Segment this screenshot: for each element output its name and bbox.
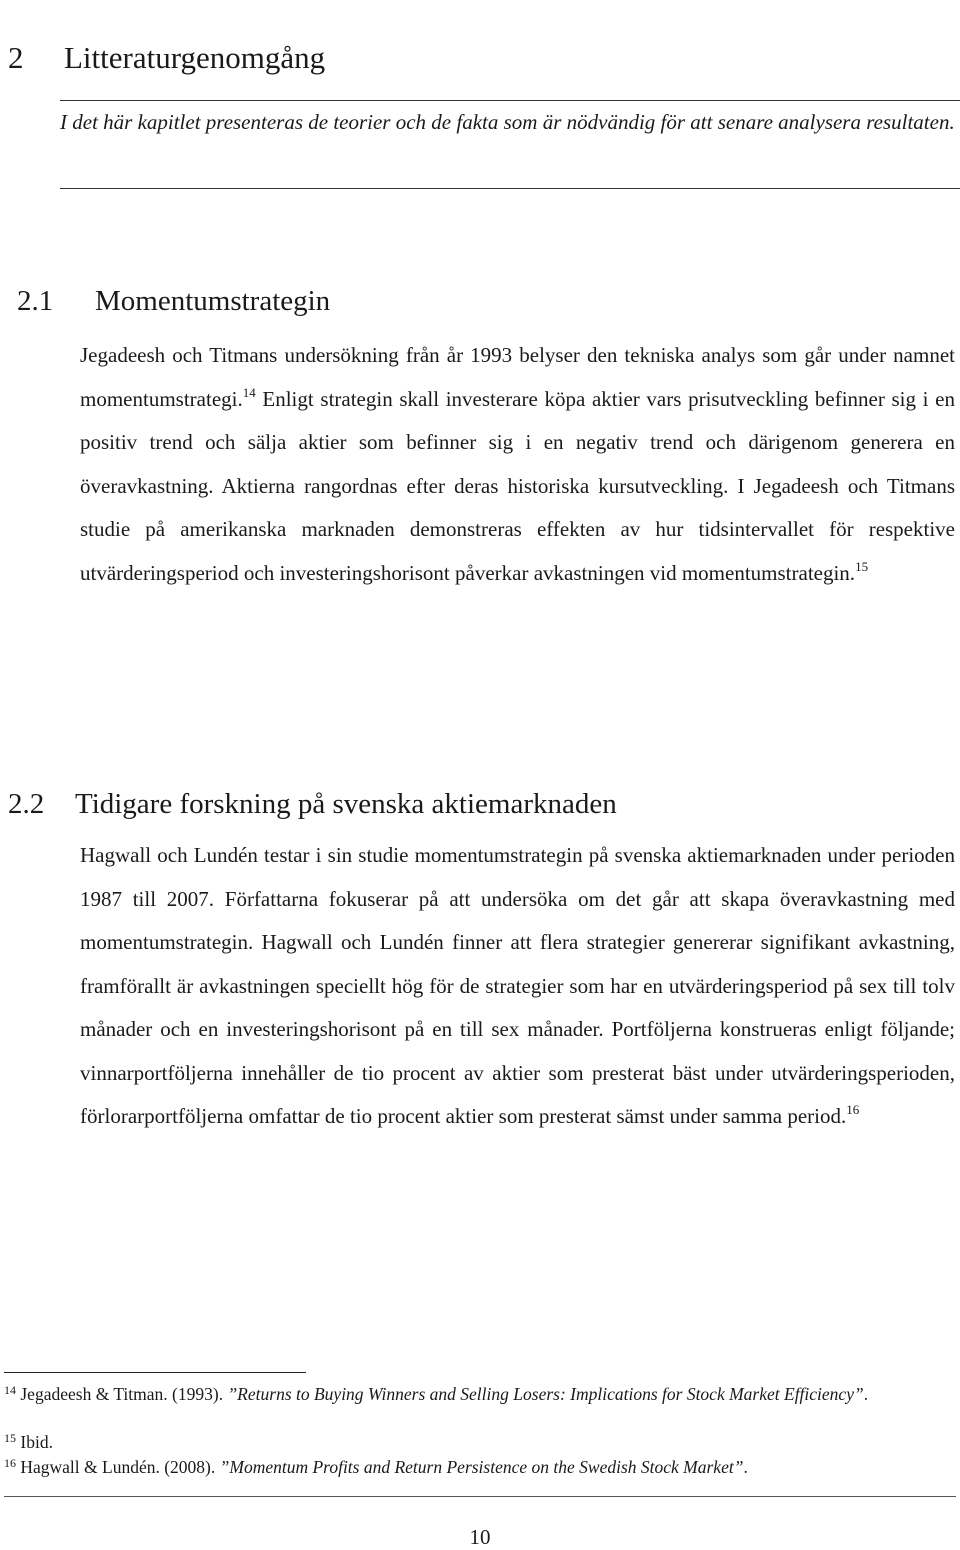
chapter-heading bbox=[8, 40, 325, 76]
footnote-separator bbox=[4, 1372, 306, 1373]
chapter-number: 2 bbox=[8, 40, 24, 75]
chapter-title: Litteraturgenomgång bbox=[64, 40, 326, 75]
section-heading bbox=[8, 788, 617, 821]
footnote bbox=[4, 1455, 954, 1479]
paragraph-text: Hagwall och Lundén testar i sin studie momentumstrategin på svenska aktiemarknaden under perioden 1987 till 2007. Författarna fokuserar på att undersöka om det går att skapa överavkastning med momentumstrategin. Hagwall och Lundén finner att flera strategier genererar signifikant avkastning, framförallt är avkastningen speciellt hög för de strategier som har en utvärderingsperiod på sex till tolv månader och en investeringshorisont på en till sex månader. Portföljerna konstrueras enligt följande; vinnarportföljerna innehåller de tio procent av aktier som presterat bäst under utvärderingsperioden, förlorarportföljerna omfattar de tio procent aktier som presterat sämst under samma period. bbox=[80, 843, 955, 1128]
section-title: Tidigare forskning på svenska aktiemarknaden bbox=[75, 788, 617, 820]
footnote-mark: 14 bbox=[4, 1383, 16, 1397]
page-footer-rule bbox=[4, 1496, 956, 1497]
section-title: Momentumstrategin bbox=[95, 285, 331, 317]
section-paragraph bbox=[80, 334, 955, 595]
footnote-reference[interactable]: 16 bbox=[846, 1102, 860, 1117]
footnote-reference[interactable]: 14 bbox=[242, 384, 256, 400]
footnote-mark: 15 bbox=[4, 1431, 16, 1445]
section-number: 2.1 bbox=[17, 285, 54, 317]
section-heading bbox=[8, 285, 330, 318]
footnote-text: . bbox=[863, 1384, 869, 1404]
chapter-intro: I det här kapitlet presenteras de teorier och de fakta som är nödvändig för att senare analysera resultaten. bbox=[60, 110, 955, 134]
section-paragraph bbox=[80, 834, 955, 1139]
footnote-title: ”Returns to Buying Winners and Selling Losers: Implications for Stock Market Efficiency” bbox=[227, 1384, 864, 1404]
footnote-title: ”Momentum Profits and Return Persistence on the Swedish Stock Market” bbox=[219, 1457, 744, 1477]
paragraph-text: Jegadeesh och Titmans undersökning från år 1993 belyser den tekniska analys som går under namnet momentumstrategi. bbox=[80, 343, 955, 411]
footnote-text: Jegadeesh & Titman. (1993). bbox=[16, 1384, 228, 1404]
footnote bbox=[4, 1430, 954, 1454]
intro-bottom-rule bbox=[60, 188, 960, 189]
footnote-text: Hagwall & Lundén. (2008). bbox=[16, 1457, 220, 1477]
section-number: 2.2 bbox=[8, 788, 45, 820]
page-number: 10 bbox=[469, 1525, 491, 1549]
footnote-text: Ibid. bbox=[16, 1432, 53, 1452]
paragraph-text: Enligt strategin skall investerare köpa aktier vars prisutveckling befinner sig i en positiv trend och sälja aktier som befinner sig i en negativ trend och därigenom generera en överavkastning. Aktierna rangordnas efter deras historiska kursutveckling. I Jegadeesh och Titmans studie på amerikanska marknaden demonstreras effekten av hur tidsintervallet för respektive utvärderingsperiod och investeringshorisont påverkar avkastningen vid momentumstrategin. bbox=[80, 386, 955, 585]
footnote-text: . bbox=[743, 1457, 748, 1477]
footnote-reference[interactable]: 15 bbox=[855, 558, 869, 574]
footnote-mark: 16 bbox=[4, 1456, 16, 1470]
footnote bbox=[4, 1382, 954, 1406]
